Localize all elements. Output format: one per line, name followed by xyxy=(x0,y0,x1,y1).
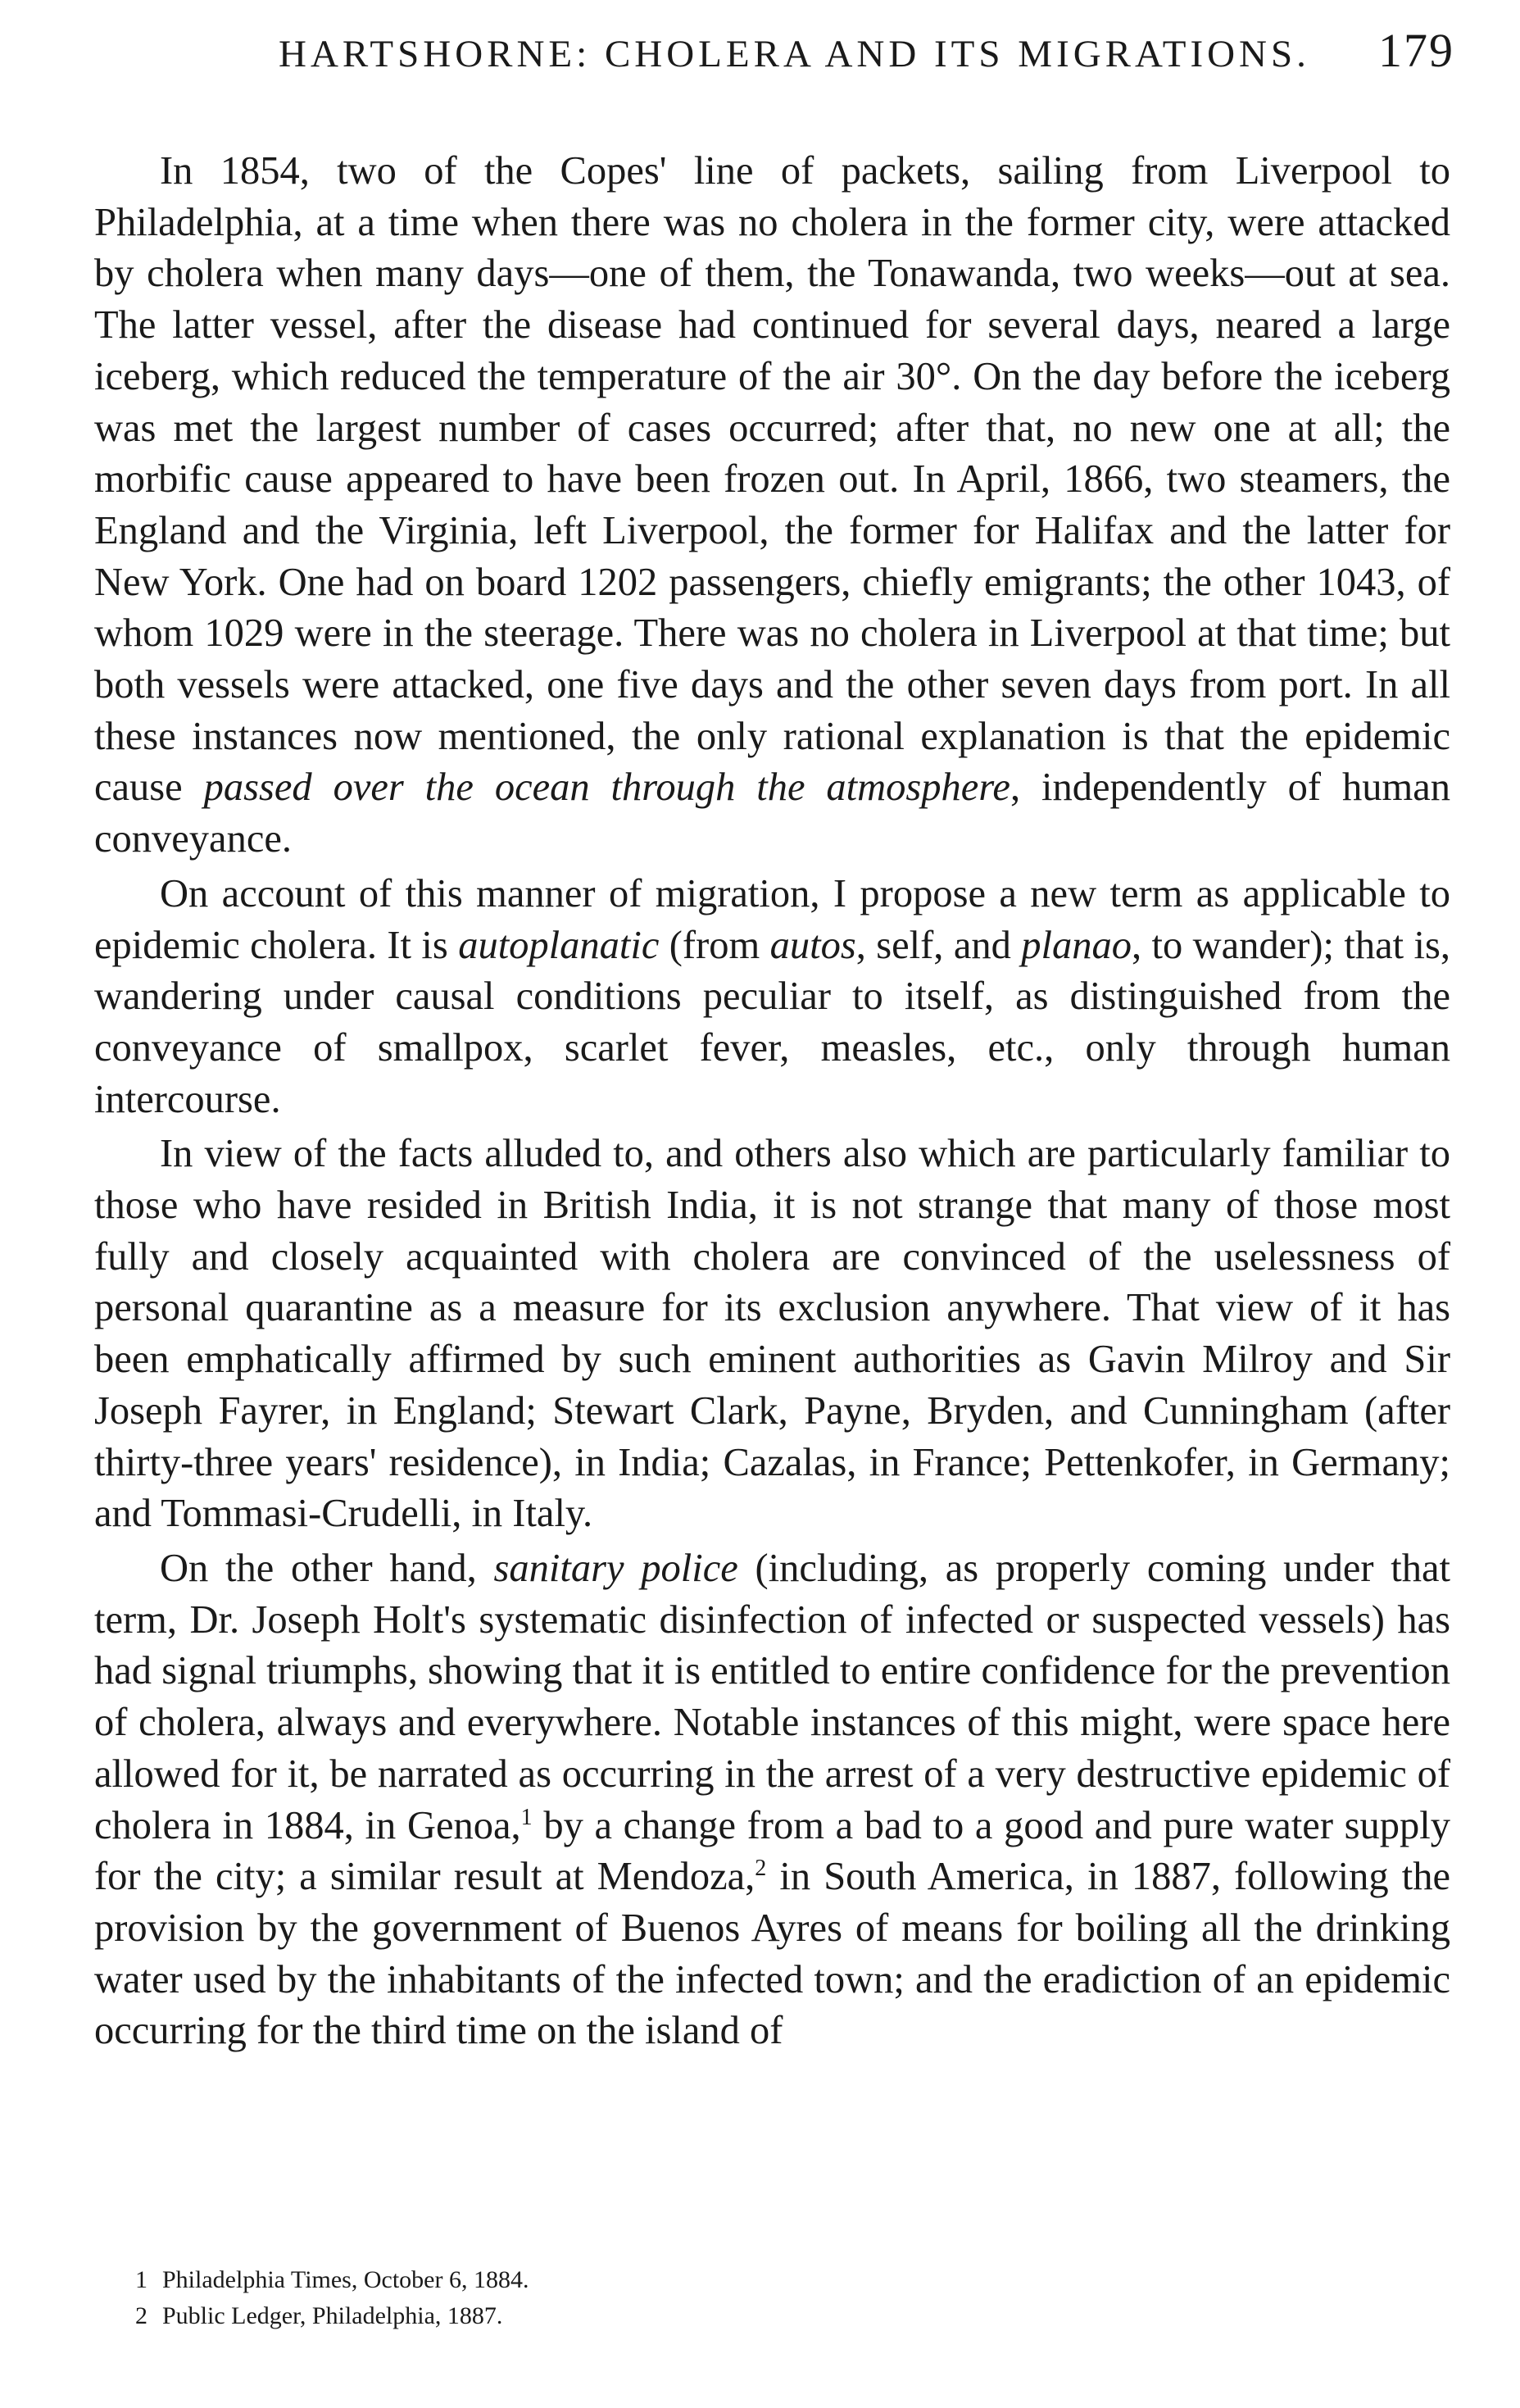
footnote-text: Philadelphia Times, October 6, 1884. xyxy=(162,2266,529,2293)
footnote-marker: 1 xyxy=(135,2266,147,2293)
paragraph xyxy=(94,146,1450,866)
text-run: On the other hand, xyxy=(160,1546,494,1590)
text-run: In 1854, two of the Copes' line of packets, sailing from Liverpool to Philadelphia, at a time when there was no cholera in the former city, were attacked by cholera when many days—one of them, the Tonawanda, two weeks—out at sea. The latter vessel, after the disease had continued for several days, neared a large iceberg, which reduced the temperature of the air 30°. On the day before the iceberg was met the largest number of cases occurred; after that, no new one at all; the morbific cause appeared to have been frozen out. In April, 1866, two steamers, the England and the Virginia, left Liverpool, the former for Halifax and the latter for New York. One had on board 1202 passengers, chiefly emigrants; the other 1043, of whom 1029 were in the steerage. There was no cholera in Liverpool at that time; but both vessels were attacked, one five days and the other seven days from port. In all these instances now mentioned, the only rational explanation is that the epidemic cause xyxy=(94,149,1450,810)
text-run: (from xyxy=(659,923,770,967)
text-run: In view of the facts alluded to, and others also which are particularly familiar to those who have resided in British India, it is not strange that many of those most fully and closely acquainted with cholera are convinced of the uselessness of personal quarantine as a measure for its exclusion anywhere. That view of it has been emphatically affirmed by such eminent authorities as Gavin Milroy and Sir Joseph Fayrer, in England; Stewart Clark, Payne, Bryden, and Cunningham (after thirty-three years' residence), in India; Cazalas, in France; Pettenkofer, in Germany; and Tommasi-Crudelli, in Italy. xyxy=(94,1132,1450,1536)
footnotes xyxy=(135,2262,1364,2334)
italic-text: autoplanatic xyxy=(458,923,660,967)
text-run: (including, as properly coming under that term, Dr. Joseph Holt's systematic disinfection of infected or suspected vessels) has had signal triumphs, showing that it is entitled to entire confidence for the prevention of cholera, always and everywhere. Notable instances of this might, were space here allowed for it, be narrated as occurring in the arrest of a very destructive epidemic of cholera in 1884, in Genoa, xyxy=(94,1546,1450,1847)
footnote-ref: 2 xyxy=(755,1856,767,1882)
text-run: , self, and xyxy=(855,923,1022,967)
paragraph xyxy=(94,1129,1450,1540)
footnote-marker: 2 xyxy=(135,2302,147,2329)
footnote xyxy=(135,2298,1364,2334)
italic-text: passed over the ocean through the atmosphere xyxy=(203,766,1010,810)
italic-text: planao xyxy=(1021,923,1132,967)
footnote-text: Public Ledger, Philadelphia, 1887. xyxy=(162,2302,503,2329)
page-number: 179 xyxy=(1378,24,1454,77)
paragraph xyxy=(94,869,1450,1126)
running-head xyxy=(94,23,1454,89)
text-run: by a change from a bad to a good and pure water supply for the city; a similar result at Mendoza, xyxy=(94,1803,1451,1899)
text-run: , to wander); that is, wandering under causal conditions peculiar to itself, as distinguished from the conveyance of smallpox, scarlet fever, measles, etc., only through human intercourse. xyxy=(94,923,1451,1121)
text-run: in South America, in 1887, following the provision by the government of Buenos Ayres of means for boiling all the drinking water used by the inhabitants of the infected town; and the eradiction of an epidemic occurring for the third time on the island of xyxy=(94,1855,1450,2053)
paragraph xyxy=(94,1543,1450,2057)
italic-text: sanitary police xyxy=(493,1546,738,1590)
footnote-ref: 1 xyxy=(520,1804,533,1830)
text-run: On account of this manner of migration, I propose a new term as applicable to epidemic cholera. It is xyxy=(94,871,1450,967)
body-text xyxy=(94,146,1450,2060)
text-run: , independently of human conveyance. xyxy=(94,766,1450,861)
running-title: HARTSHORNE: CHOLERA AND ITS MIGRATIONS. xyxy=(279,33,1310,75)
footnote xyxy=(135,2262,1364,2298)
italic-text: autos xyxy=(769,923,856,967)
